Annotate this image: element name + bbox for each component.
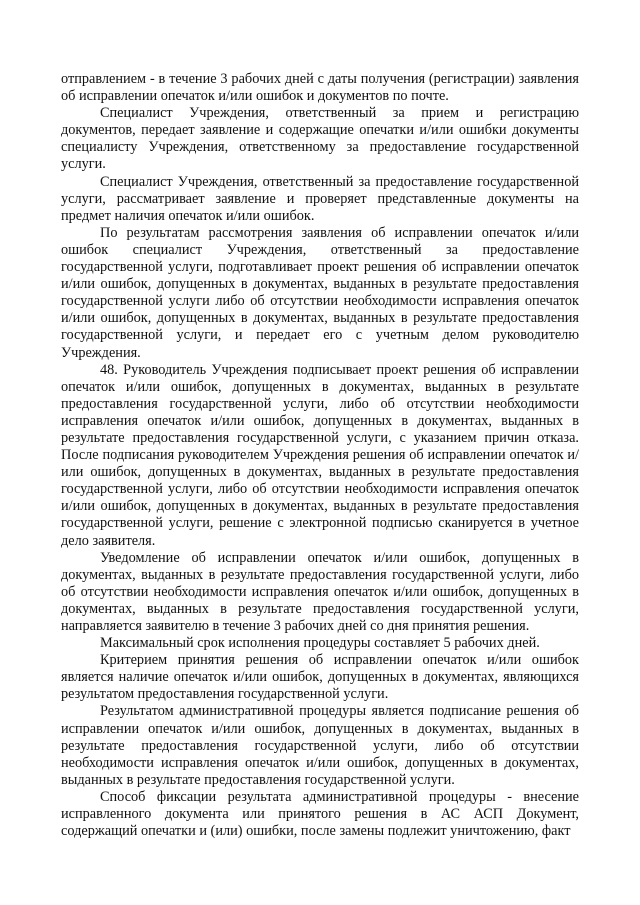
paragraph-registration-specialist: Специалист Учреждения, ответственный за прием и регистрацию документов, передает заявление и содержащие опечатки и/или ошибки документы специалисту Учреждения, ответственному за предоставление государственной услуги. xyxy=(61,105,579,173)
paragraph-fixation-method: Способ фиксации результата административной процедуры - внесение исправленного документа или принятого решения в АС АСП Документ, содержащий опечатки и (или) ошибки, после замены подлежит уничтожению, факт xyxy=(61,788,579,840)
paragraph-item-48: 48. Руководитель Учреждения подписывает проект решения об исправлении опечаток и/или ошибок, допущенных в документах, выданных в результате предоставления государственной услуги, либо об отсутствии необходимости исправления опечаток и/или ошибок, допущенных в документах, выданных в результате предоставления государственной услуги, с указанием причин отказа. После подписания руководителем Учреждения решения об исправлении опечаток и/или ошибок, допущенных в документах, выданных в результате предоставления государственной услуги, либо об отсутствии необходимости исправления опечаток и/или ошибок, допущенных в документах, выданных в результате предоставления государственной услуги, решение с электронной подписью сканируется в учетное дело заявителя. xyxy=(61,361,579,549)
paragraph-continuation: отправлением - в течение 3 рабочих дней с даты получения (регистрации) заявления об исправлении опечаток и/или ошибок и документов по почте. xyxy=(61,71,579,105)
paragraph-review-results: По результатам рассмотрения заявления об исправлении опечаток и/или ошибок специалист Учреждения, ответственный за предоставление государственной услуги, подготавливает проект решения об исправлении опечаток и/или ошибок, допущенных в документах, выданных в результате предоставления государственной услуги либо об отсутствии необходимости исправления опечаток и/или ошибок, допущенных в документах, выданных в результате предоставления государственной услуги, и передает его с учетным делом руководителю Учреждения. xyxy=(61,224,579,361)
document-body xyxy=(61,71,579,840)
paragraph-service-specialist-review: Специалист Учреждения, ответственный за предоставление государственной услуги, рассматривает заявление и проверяет представленные документы на предмет наличия опечаток и/или ошибок. xyxy=(61,173,579,224)
paragraph-max-term: Максимальный срок исполнения процедуры составляет 5 рабочих дней. xyxy=(100,635,540,652)
paragraph-result: Результатом административной процедуры является подписание решения об исправлении опечаток и/или ошибок, допущенных в документах, выданных в результате предоставления государственной услуги, либо об отсутствии необходимости исправления опечаток и/или ошибок, допущенных в документах, выданных в результате предоставления государственной услуги. xyxy=(61,703,579,788)
paragraph-criterion: Критерием принятия решения об исправлении опечаток и/или ошибок является наличие опечаток и/или ошибок, допущенных в документах, являющихся результатом предоставления государственной услуги. xyxy=(61,652,579,703)
paragraph-notification: Уведомление об исправлении опечаток и/или ошибок, допущенных в документах, выданных в результате предоставления государственной услуги, либо об отсутствии необходимости исправления опечаток и/или ошибок, допущенных в документах, выданных в результате предоставления государственной услуги, направляется заявителю в течение 3 рабочих дней со дня принятия решения. xyxy=(61,549,579,634)
